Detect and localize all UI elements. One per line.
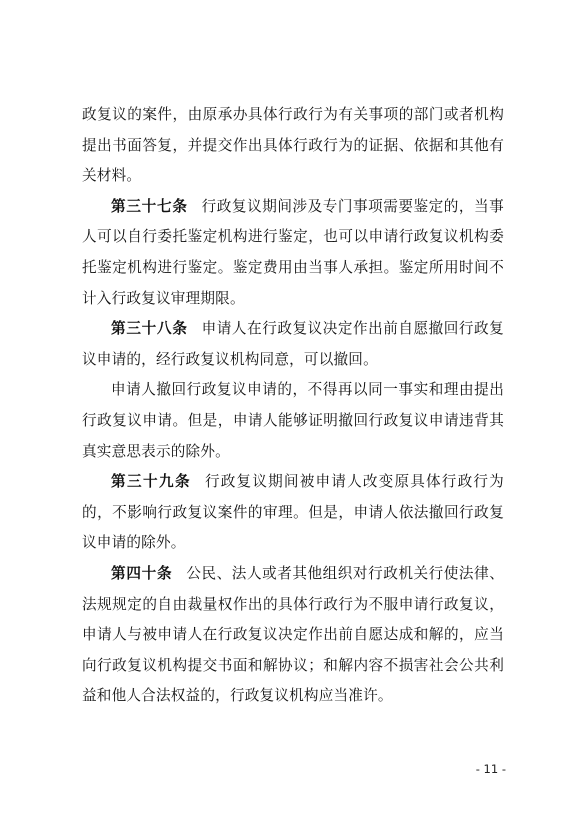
paragraph-text: 申请人在行政复议决定作出前自愿撤回行政复议申请的，经行政复议机构同意，可以撤回。 — [82, 320, 504, 368]
article-heading: 第三十九条 — [111, 473, 191, 491]
paragraph-text: 公民、法人或者其他组织对行政机关行使法律、法规规定的自由裁量权作出的具体行政行为不服申请行政复议，申请人与被申请人在行政复议决定作出前自愿达成和解的，应当向行政复议机构提交书面和解协议；和解内容不损害社会公共利益和他人合法权益的，行政复议机构应当准许。 — [82, 564, 504, 705]
body-text — [82, 100, 504, 712]
paragraph-text: 政复议的案件，由原承办具体行政行为有关事项的部门或者机构提出书面答复，并提交作出具体行政行为的证据、依据和其他有关材料。 — [82, 106, 504, 185]
paragraph-continuation — [82, 100, 504, 192]
article-heading: 第三十八条 — [111, 320, 188, 338]
paragraph-text: 行政复议期间涉及专门事项需要鉴定的，当事人可以自行委托鉴定机构进行鉴定，也可以申请行政复议机构委托鉴定机构进行鉴定。鉴定费用由当事人承担。鉴定所用时间不计入行政复议审理期限。 — [82, 197, 504, 307]
page-number: - 11 - — [475, 762, 506, 776]
paragraph-article-37 — [82, 192, 504, 314]
paragraph-article-38-clause-2 — [82, 375, 504, 467]
paragraph-text: 行政复议期间被申请人改变原具体行政行为的，不影响行政复议案件的审理。但是，申请人依法撤回行政复议申请的除外。 — [82, 473, 504, 552]
paragraph-text: 申请人撤回行政复议申请的，不得再以同一事实和理由提出行政复议申请。但是，申请人能够证明撤回行政复议申请违背其真实意思表示的除外。 — [82, 381, 504, 460]
article-heading: 第三十七条 — [111, 197, 188, 215]
paragraph-article-38 — [82, 314, 504, 375]
paragraph-article-40 — [82, 559, 504, 712]
paragraph-article-39 — [82, 467, 504, 559]
article-heading: 第四十条 — [111, 564, 173, 582]
